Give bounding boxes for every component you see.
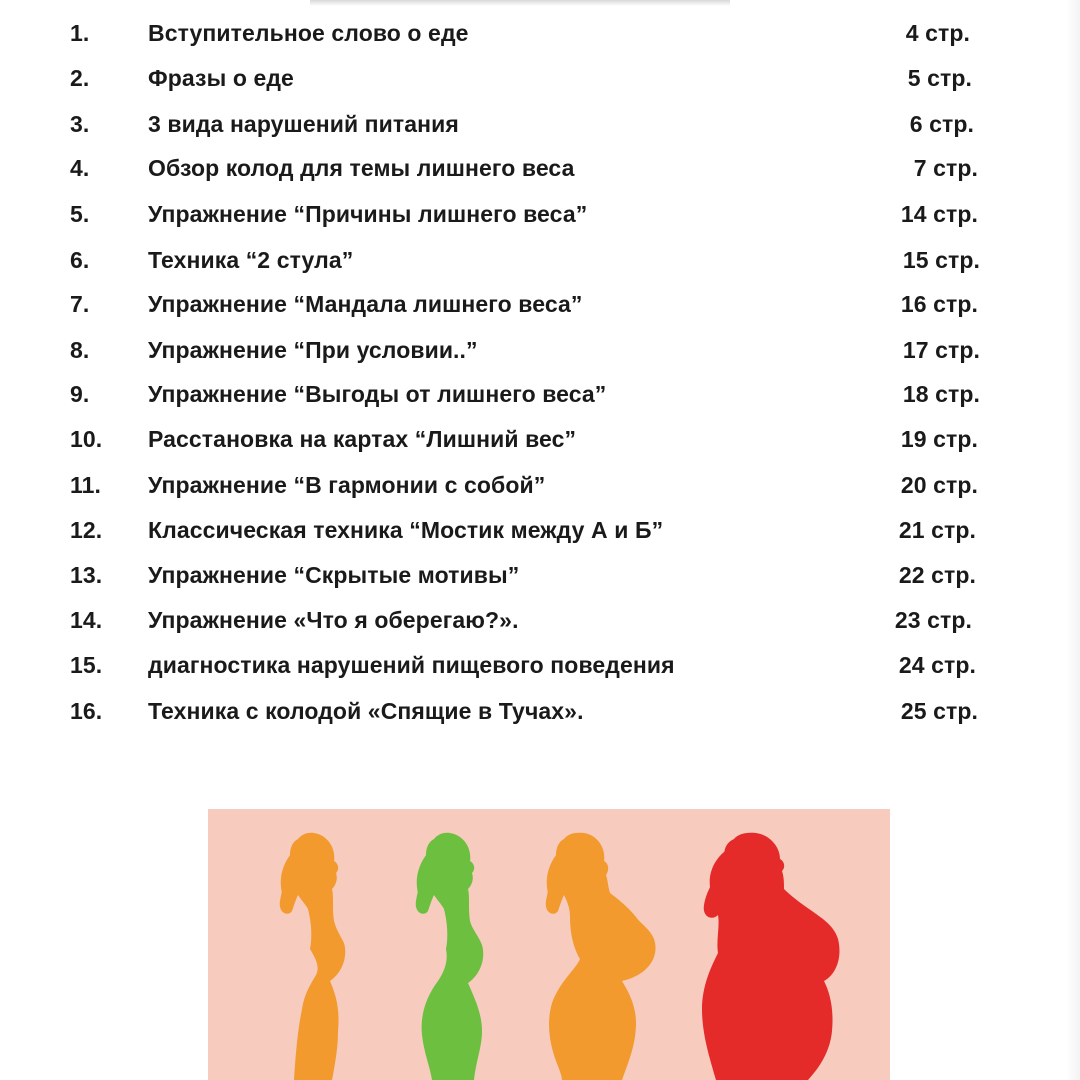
toc-number: 13. bbox=[70, 562, 103, 588]
toc-title: Упражнение “Выгоды от лишнего веса” bbox=[148, 381, 607, 407]
toc-row bbox=[0, 646, 1080, 686]
toc-title: Техника с колодой «Спящие в Тучах». bbox=[148, 698, 584, 724]
toc-title: Обзор колод для темы лишнего веса bbox=[148, 155, 575, 181]
toc-number: 7. bbox=[70, 291, 90, 317]
toc-row bbox=[0, 601, 1080, 641]
toc-number: 9. bbox=[70, 381, 90, 407]
toc-number: 6. bbox=[70, 247, 90, 273]
toc-number: 10. bbox=[70, 426, 103, 452]
toc-number: 16. bbox=[70, 698, 103, 724]
toc-page: 5 стр. bbox=[907, 65, 972, 91]
toc-number: 12. bbox=[70, 517, 103, 543]
toc-page: 22 стр. bbox=[898, 562, 976, 588]
toc-title: Упражнение “При условии..” bbox=[148, 337, 478, 363]
toc-title: Упражнение “В гармонии с собой” bbox=[148, 472, 546, 498]
toc-page: 4 стр. bbox=[905, 20, 970, 46]
silhouette-overweight bbox=[546, 833, 656, 1080]
toc-row bbox=[0, 285, 1080, 325]
toc-number: 4. bbox=[70, 155, 90, 181]
toc-title: Вступительное слово о еде bbox=[148, 20, 469, 46]
weight-silhouettes-illustration bbox=[208, 809, 890, 1080]
toc-row bbox=[0, 149, 1080, 189]
toc-page: 24 стр. bbox=[898, 652, 976, 678]
silhouette-slim bbox=[280, 833, 345, 1080]
toc-title: диагностика нарушений пищевого поведения bbox=[148, 652, 675, 678]
toc-page: 21 стр. bbox=[898, 517, 976, 543]
toc-number: 15. bbox=[70, 652, 103, 678]
toc-row bbox=[0, 556, 1080, 596]
toc-page: 14 стр. bbox=[900, 201, 978, 227]
toc-title: Классическая техника “Мостик между А и Б” bbox=[148, 517, 664, 543]
toc-row bbox=[0, 420, 1080, 460]
toc-title: 3 вида нарушений питания bbox=[148, 111, 459, 137]
toc-number: 14. bbox=[70, 607, 103, 633]
toc-row bbox=[0, 241, 1080, 281]
toc-page: 6 стр. bbox=[909, 111, 974, 137]
toc-title: Расстановка на картах “Лишний вес” bbox=[148, 426, 577, 452]
toc-title: Упражнение “Мандала лишнего веса” bbox=[148, 291, 583, 317]
toc-row bbox=[0, 331, 1080, 371]
toc-page: 7 стр. bbox=[913, 155, 978, 181]
toc-row bbox=[0, 511, 1080, 551]
toc-row bbox=[0, 375, 1080, 415]
toc-number: 5. bbox=[70, 201, 90, 227]
toc-row bbox=[0, 692, 1080, 732]
toc-page: 19 стр. bbox=[900, 426, 978, 452]
toc-row bbox=[0, 466, 1080, 506]
toc-row bbox=[0, 105, 1080, 145]
toc-page: 17 стр. bbox=[902, 337, 980, 363]
toc-number: 8. bbox=[70, 337, 90, 363]
toc-page: 25 стр. bbox=[900, 698, 978, 724]
toc-number: 3. bbox=[70, 111, 90, 137]
toc-title: Техника “2 стула” bbox=[148, 247, 354, 273]
toc-title: Фразы о еде bbox=[148, 65, 294, 91]
toc-title: Упражнение “Скрытые мотивы” bbox=[148, 562, 520, 588]
toc-title: Упражнение «Что я оберегаю?». bbox=[148, 607, 519, 633]
toc-row bbox=[0, 14, 1080, 54]
toc-row bbox=[0, 195, 1080, 235]
silhouette-overweight-shape bbox=[546, 833, 656, 1080]
toc-page: 18 стр. bbox=[902, 381, 980, 407]
toc-page: 15 стр. bbox=[902, 247, 980, 273]
toc-number: 1. bbox=[70, 20, 90, 46]
silhouette-fit bbox=[416, 833, 483, 1080]
page-top-shadow bbox=[310, 0, 730, 6]
toc-page: 16 стр. bbox=[900, 291, 978, 317]
toc-number: 11. bbox=[70, 472, 102, 498]
toc-page: 20 стр. bbox=[900, 472, 978, 498]
toc-row bbox=[0, 59, 1080, 99]
toc-page: 23 стр. bbox=[894, 607, 972, 633]
toc-title: Упражнение “Причины лишнего веса” bbox=[148, 201, 588, 227]
silhouette-obese bbox=[702, 833, 839, 1080]
toc-number: 2. bbox=[70, 65, 90, 91]
